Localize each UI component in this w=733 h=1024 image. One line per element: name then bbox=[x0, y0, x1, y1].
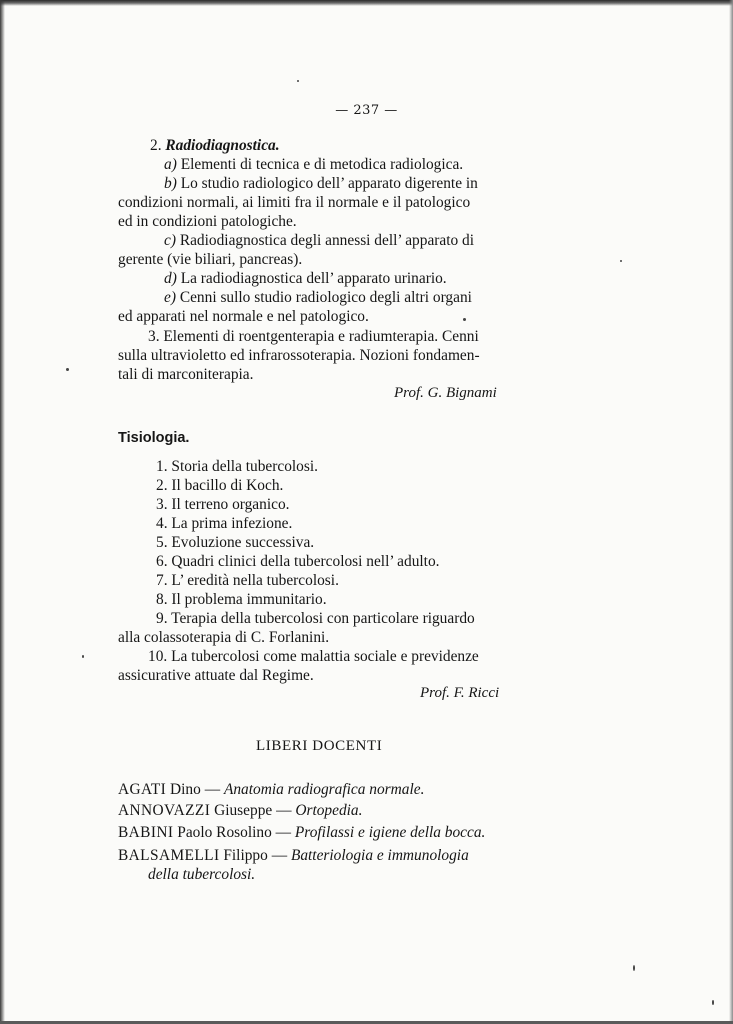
radiology-item-a: a) Elementi di tecnica e di metodica radiologica. bbox=[164, 156, 464, 173]
radiology-item-b: b) Lo studio radiologico dell’ apparato digerente in bbox=[164, 175, 478, 192]
tisiologia-item: 7. L’ eredità nella tubercolosi. bbox=[156, 572, 339, 589]
tisiologia-item-line: alla colassoterapia di C. Forlanini. bbox=[118, 629, 330, 646]
scan-speck bbox=[633, 965, 635, 971]
radiology-item-b-line: ed in condizioni patologiche. bbox=[118, 213, 297, 230]
tisiologia-item: 10. La tubercolosi come malattia sociale e previdenze bbox=[148, 648, 479, 665]
scan-speck bbox=[712, 1000, 714, 1005]
scan-speck bbox=[463, 318, 466, 321]
section-heading-tisiologia: Tisiologia. bbox=[118, 430, 190, 446]
signature-ricci: Prof. F. Ricci bbox=[420, 685, 500, 701]
docente-subject: Profilassi e igiene della bocca. bbox=[294, 824, 486, 841]
docente-name: Dino bbox=[170, 781, 201, 798]
docente-surname: BALSAMELLI bbox=[118, 847, 220, 864]
radiology-item-e: e) Cenni sullo studio radiologico degli altri organi bbox=[164, 289, 472, 306]
docente-entry: ANNOVAZZI Giuseppe — Ortopedia. bbox=[118, 802, 363, 819]
scan-edge-top bbox=[0, 0, 733, 6]
section-title-radiodiagnostica: 2. Radiodiagnostica. bbox=[150, 137, 280, 154]
docente-entry: BALSAMELLI Filippo — Batteriologia e immunologia bbox=[118, 847, 469, 864]
tisiologia-item-line: assicurative attuate dal Regime. bbox=[118, 667, 314, 684]
docente-subject: Anatomia radiografica normale. bbox=[223, 781, 425, 798]
scan-speck bbox=[82, 655, 84, 658]
tisiologia-item: 2. Il bacillo di Koch. bbox=[156, 477, 284, 494]
signature-bignami: Prof. G. Bignami bbox=[394, 385, 497, 401]
docente-surname: ANNOVAZZI bbox=[118, 802, 211, 819]
radiology-item-b-line: condizioni normali, ai limiti fra il normale e il patologico bbox=[118, 194, 471, 211]
docente-subject-cont: della tubercolosi. bbox=[148, 866, 256, 883]
docente-entry: AGATI Dino — Anatomia radiografica normale. bbox=[118, 781, 425, 798]
radiology-point-3: 3. Elementi di roentgenterapia e radiumterapia. Cenni bbox=[148, 328, 479, 345]
tisiologia-item: 3. Il terreno organico. bbox=[156, 496, 290, 513]
scan-speck bbox=[297, 80, 299, 82]
docente-subject: Ortopedia. bbox=[295, 802, 363, 819]
tisiologia-item: 6. Quadri clinici della tubercolosi nell’ adulto. bbox=[156, 553, 440, 570]
radiology-point-3-line: sulla ultravioletto ed infrarossoterapia. Nozioni fondamen- bbox=[118, 347, 480, 364]
radiology-item-d: d) La radiodiagnostica dell’ apparato urinario. bbox=[164, 270, 447, 287]
docente-surname: BABINI bbox=[118, 824, 174, 841]
docente-subject: Batteriologia e immunologia bbox=[290, 847, 469, 864]
scan-speck bbox=[620, 260, 622, 262]
radiology-point-3-line: tali di marconiterapia. bbox=[118, 366, 254, 383]
section-title-text: Radiodiagnostica. bbox=[165, 137, 280, 154]
section-heading-liberi-docenti: LIBERI DOCENTI bbox=[256, 738, 383, 754]
radiology-item-e-line: ed apparati nel normale e nel patologico. bbox=[118, 308, 369, 325]
tisiologia-item: 8. Il problema immunitario. bbox=[156, 591, 327, 608]
scan-edge-left bbox=[0, 0, 5, 1024]
radiology-item-c-line: gerente (vie biliari, pancreas). bbox=[118, 251, 303, 268]
page-number: — 237 — bbox=[335, 103, 398, 118]
docente-name: Filippo bbox=[223, 847, 268, 864]
tisiologia-item: 4. La prima infezione. bbox=[156, 515, 293, 532]
tisiologia-item: 1. Storia della tubercolosi. bbox=[156, 458, 318, 475]
docente-entry: BABINI Paolo Rosolino — Profilassi e igiene della bocca. bbox=[118, 824, 486, 841]
radiology-item-c: c) Radiodiagnostica degli annessi dell’ apparato di bbox=[164, 232, 475, 249]
tisiologia-item: 9. Terapia della tubercolosi con particolare riguardo bbox=[156, 610, 475, 627]
scan-speck bbox=[66, 368, 69, 371]
docente-name: Giuseppe bbox=[214, 802, 273, 819]
docente-name: Paolo Rosolino bbox=[177, 824, 272, 841]
docente-surname: AGATI bbox=[118, 781, 167, 798]
tisiologia-item: 5. Evoluzione successiva. bbox=[156, 534, 315, 551]
scan-edge-right bbox=[729, 0, 733, 1024]
